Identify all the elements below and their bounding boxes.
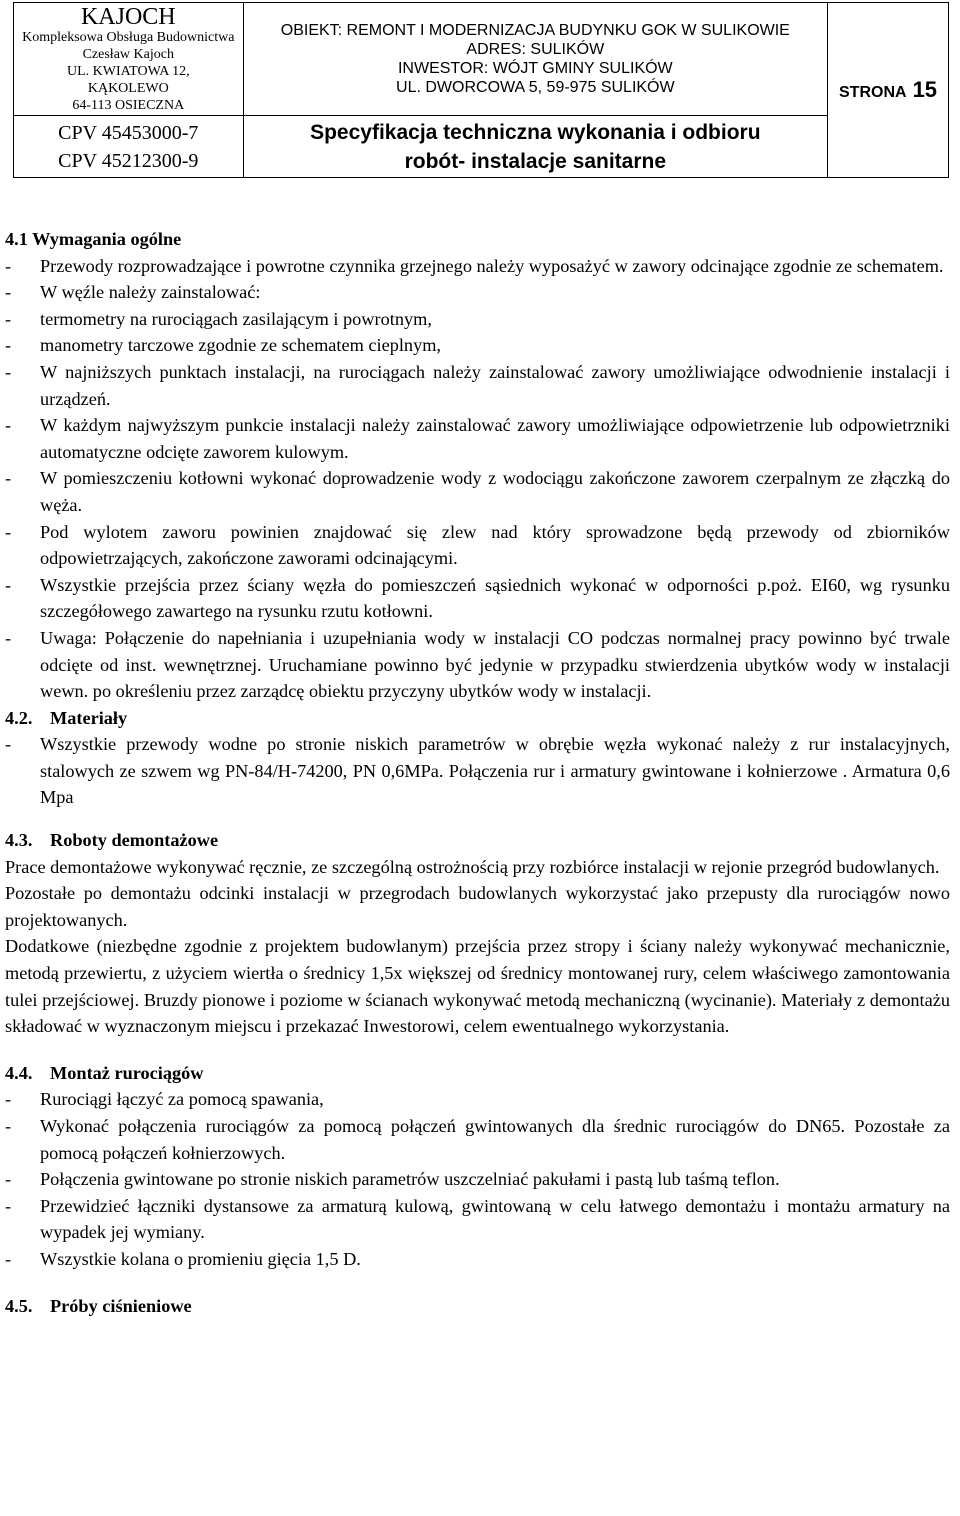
company-line: Czesław Kajoch xyxy=(82,46,174,62)
list-item: - Wykonać połączenia rurociągów za pomocą połączeń gwintowanych dla średnic rurociągów do DN65. Pozostałe za pomocą połączeń kołnierzowych. xyxy=(5,1113,950,1166)
section-heading-4-5 xyxy=(5,1293,950,1320)
paragraph: Pozostałe po demontażu odcinki instalacji w przegrodach budowlanych wykorzystać jako przepusty dla rurociągów nowo projektowanych. xyxy=(5,883,950,930)
cpv-block xyxy=(14,116,244,178)
company-block xyxy=(14,3,244,116)
page-number-block xyxy=(828,3,949,178)
bullet-dash: - xyxy=(5,361,12,382)
list-item: - W pomieszczeniu kotłowni wykonać doprowadzenie wody z wodociągu zakończone zaworem czerpalnym ze złączką do węża. xyxy=(5,465,950,518)
bullet-dash: - xyxy=(5,1089,12,1110)
section-title: Roboty demontażowe xyxy=(50,830,219,851)
section-title: Materiały xyxy=(50,707,128,728)
bullet-dash: - xyxy=(5,335,12,356)
list-item: - W najniższych punktach instalacji, na rurociągach należy zainstalować zawory umożliwiające odwodnienie instalacji i urządzeń. xyxy=(5,359,950,412)
company-name: KAJOCH xyxy=(80,3,176,30)
document-header xyxy=(13,2,949,178)
bullet-dash: - xyxy=(5,574,12,595)
page-label: STRONA xyxy=(839,84,907,101)
page-number: 15 xyxy=(912,77,938,102)
section-number: 4.5. xyxy=(5,1295,33,1316)
spec-title: Specyfikacja techniczna wykonania i odbioru xyxy=(310,120,761,144)
section-number: 4.3. xyxy=(5,830,33,851)
list-item: - W węźle należy zainstalować: xyxy=(5,279,950,306)
section-title: Próby ciśnieniowe xyxy=(50,1295,192,1316)
spec-title: robót- instalacje sanitarne xyxy=(404,149,667,173)
bullet-dash: - xyxy=(5,627,12,648)
section-heading-4-2 xyxy=(5,705,950,732)
object-line: UL. DWORCOWA 5, 59-975 SULIKÓW xyxy=(396,79,675,96)
object-line: ADRES: SULIKÓW xyxy=(466,41,605,58)
section-number: 4.2. xyxy=(5,707,33,728)
list-item: - Uwaga: Połączenie do napełniania i uzupełniania wody w instalacji CO podczas normalnej pracy powinno być trwale odcięte od inst. wewnętrznej. Uruchamiane powinno być jedynie w przypadku stwierdzenia ubytków wody w instalacji wewn. po określeniu przez zarządcę obiektu przyczyny ubytków wody w instalacji. xyxy=(5,625,950,705)
company-line: Kompleksowa Obsługa Budownictwa xyxy=(22,29,235,45)
spec-title-block xyxy=(243,116,828,178)
bullet-dash: - xyxy=(5,468,12,489)
company-line: KĄKOLEWO xyxy=(87,80,169,96)
document-body xyxy=(5,226,950,1319)
list-item: - Wszystkie przewody wodne po stronie niskich parametrów w obrębie węzła wykonać należy z rur instalacyjnych, stalowych ze szwem wg PN-84/H-74200, PN 0,6MPa. Połączenia rur i armatury gwintowane i kołnierzowe . Armatura 0,6 Mpa xyxy=(5,731,950,811)
object-line: OBIEKT: REMONT I MODERNIZACJA BUDYNKU GOK W SULIKOWIE xyxy=(280,22,790,39)
list-item: - Przewidzieć łączniki dystansowe za armaturą kulową, gwintowaną w celu łatwego demontażu i montażu armatury na wypadek jej wymiany. xyxy=(5,1193,950,1246)
list-item: - Rurociągi łączyć za pomocą spawania, xyxy=(5,1086,950,1113)
list-item: - termometry na rurociągach zasilającym i powrotnym, xyxy=(5,306,950,333)
list-item: - Wszystkie przejścia przez ściany węzła do pomieszczeń sąsiednich wykonać w odporności p.poż. EI60, wg rysunku szczegółowego zawartego na rysunku rzutu kotłowni. xyxy=(5,572,950,625)
cpv-code: CPV 45453000-7 xyxy=(58,121,199,144)
bullet-dash: - xyxy=(5,308,12,329)
company-line: 64-113 OSIECZNA xyxy=(72,97,185,113)
bullet-dash: - xyxy=(5,1248,12,1269)
paragraph: Dodatkowe (niezbędne zgodnie z projektem budowlanym) przejścia przez stropy i ściany należy wykonywać mechanicznie, metodą przewiertu, z użyciem wiertła o średnicy 1,5x większej od średnicy montowanej rury, celem właściwego zamontowania tulei przejściowej. Bruzdy pionowe i poziome w ścianach wykonywać metodą mechaniczną (wycinanie). Materiały z demontażu składować w wyznaczonym miejscu i przekazać Inwestorowi, celem ewentualnego wykorzystania. xyxy=(5,936,950,1037)
bullet-dash: - xyxy=(5,415,12,436)
bullet-dash: - xyxy=(5,1116,12,1136)
list-item: - Przewody rozprowadzające i powrotne czynnika grzejnego należy wyposażyć w zawory odcinające zgodnie ze schematem. xyxy=(5,253,950,280)
bullet-dash: - xyxy=(5,255,12,276)
list-item: - manometry tarczowe zgodnie ze schematem cieplnym, xyxy=(5,332,950,359)
list-item: - W każdym najwyższym punkcie instalacji należy zainstalować zawory umożliwiające odpowietrzenie lub odpowietrzniki automatyczne odcięte zaworem kulowym. xyxy=(5,412,950,465)
bullet-dash: - xyxy=(5,282,12,303)
bullet-dash: - xyxy=(5,521,12,542)
paragraph: Prace demontażowe wykonywać ręcznie, ze szczególną ostrożnością przy rozbiórce instalacji w rejonie przegród budowlanych. xyxy=(5,856,940,877)
section-title: Montaż rurociągów xyxy=(50,1062,204,1083)
bullet-dash: - xyxy=(5,1195,12,1216)
list-item: - Połączenia gwintowane po stronie niskich parametrów uszczelniać pakułami i pastą lub taśmą teflon. xyxy=(5,1166,950,1193)
section-number: 4.4. xyxy=(5,1062,33,1083)
section-heading-4-4 xyxy=(5,1060,950,1087)
cpv-code: CPV 45212300-9 xyxy=(58,149,199,172)
section-heading-4-3 xyxy=(5,827,950,854)
list-item: - Pod wylotem zaworu powinien znajdować się zlew nad który sprowadzone będą przewody od zbiorników odpowietrzających, zakończone zaworami odcinającymi. xyxy=(5,519,950,572)
bullet-dash: - xyxy=(5,734,12,755)
section-heading-4-1: 4.1 Wymagania ogólne xyxy=(5,229,182,249)
company-line: UL. KWIATOWA 12, xyxy=(66,63,190,79)
bullet-dash: - xyxy=(5,1169,12,1190)
object-block xyxy=(243,3,828,116)
list-item: - Wszystkie kolana o promieniu gięcia 1,5 D. xyxy=(5,1246,950,1273)
object-line: INWESTOR: WÓJT GMINY SULIKÓW xyxy=(397,60,673,77)
